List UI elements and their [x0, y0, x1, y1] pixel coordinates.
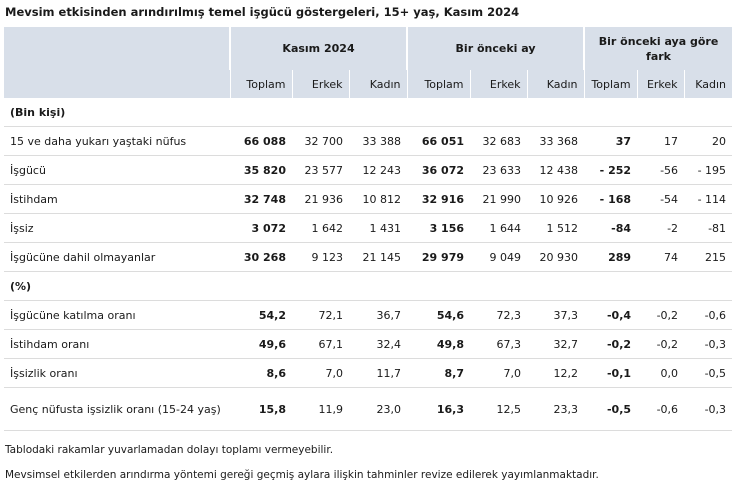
table-cell: -0,2	[637, 330, 684, 359]
empty-cell	[292, 98, 349, 127]
header-sub-male: Erkek	[292, 70, 349, 98]
empty-cell	[230, 98, 292, 127]
table-cell: 23,3	[527, 388, 584, 431]
table-cell: 49,6	[230, 330, 292, 359]
labor-indicators-table	[4, 27, 732, 431]
header-kasim-2024: Kasım 2024	[230, 27, 407, 70]
table-cell: 12,5	[470, 388, 527, 431]
table-cell: 32,7	[527, 330, 584, 359]
table-row	[4, 359, 732, 388]
row-label: İşgücü	[4, 156, 230, 185]
empty-cell	[527, 98, 584, 127]
table-cell: - 195	[684, 156, 732, 185]
table-cell: -0,5	[684, 359, 732, 388]
table-cell: -0,2	[637, 301, 684, 330]
table-cell: 10 926	[527, 185, 584, 214]
row-label: İşsizlik oranı	[4, 359, 230, 388]
table-cell: -81	[684, 214, 732, 243]
table-row	[4, 330, 732, 359]
table-cell: -0,2	[584, 330, 637, 359]
empty-cell	[527, 272, 584, 301]
table-cell: 54,2	[230, 301, 292, 330]
table-cell: 3 156	[407, 214, 470, 243]
table-cell: 23,0	[349, 388, 407, 431]
table-cell: 7,0	[292, 359, 349, 388]
empty-cell	[637, 272, 684, 301]
table-cell: -0,3	[684, 388, 732, 431]
table-cell: 12 438	[527, 156, 584, 185]
row-label: İşgücüne dahil olmayanlar	[4, 243, 230, 272]
header-group-row	[4, 27, 732, 70]
section-row	[4, 272, 732, 301]
table-cell: - 252	[584, 156, 637, 185]
table-cell: 289	[584, 243, 637, 272]
table-cell: 66 051	[407, 127, 470, 156]
empty-cell	[470, 98, 527, 127]
table-cell: 8,6	[230, 359, 292, 388]
header-sub-male: Erkek	[470, 70, 527, 98]
empty-cell	[684, 272, 732, 301]
empty-cell	[349, 272, 407, 301]
table-cell: 21 936	[292, 185, 349, 214]
header-sub-total: Toplam	[584, 70, 637, 98]
table-cell: 21 990	[470, 185, 527, 214]
table-cell: 35 820	[230, 156, 292, 185]
table-cell: 8,7	[407, 359, 470, 388]
table-cell: 215	[684, 243, 732, 272]
table-cell: 72,1	[292, 301, 349, 330]
empty-cell	[407, 272, 470, 301]
section-label: (%)	[4, 272, 230, 301]
table-cell: 15,8	[230, 388, 292, 431]
table-cell: 1 642	[292, 214, 349, 243]
empty-cell	[292, 272, 349, 301]
section-label: (Bin kişi)	[4, 98, 230, 127]
header-previous-month: Bir önceki ay	[407, 27, 584, 70]
table-cell: 67,3	[470, 330, 527, 359]
table-title: Mevsim etkisinden arındırılmış temel işgücü göstergeleri, 15+ yaş, Kasım 2024	[5, 5, 520, 19]
table-cell: 12 243	[349, 156, 407, 185]
table-cell: 33 388	[349, 127, 407, 156]
row-label: İstihdam	[4, 185, 230, 214]
table-cell: -56	[637, 156, 684, 185]
table-row	[4, 243, 732, 272]
table-row	[4, 301, 732, 330]
table-cell: 72,3	[470, 301, 527, 330]
empty-cell	[584, 98, 637, 127]
table-cell: 21 145	[349, 243, 407, 272]
table-cell: 11,9	[292, 388, 349, 431]
table-cell: -2	[637, 214, 684, 243]
footnote-rounding: Tablodaki rakamlar yuvarlamadan dolayı toplamı vermeyebilir.	[5, 444, 334, 456]
table-cell: 10 812	[349, 185, 407, 214]
table-cell: 32 748	[230, 185, 292, 214]
table-cell: 30 268	[230, 243, 292, 272]
table-body	[4, 98, 732, 431]
table-cell: 1 431	[349, 214, 407, 243]
header-sub-row	[4, 70, 732, 98]
table-cell: 29 979	[407, 243, 470, 272]
table-cell: - 114	[684, 185, 732, 214]
table-cell: 36,7	[349, 301, 407, 330]
header-difference: Bir önceki aya göre fark	[584, 27, 732, 70]
row-label: Genç nüfusta işsizlik oranı (15-24 yaş)	[4, 388, 230, 431]
header-sub-corner	[4, 70, 230, 98]
table-cell: 74	[637, 243, 684, 272]
table-cell: 23 633	[470, 156, 527, 185]
table-cell: 32 700	[292, 127, 349, 156]
table-cell: 54,6	[407, 301, 470, 330]
header-sub-total: Toplam	[407, 70, 470, 98]
table-cell: 33 368	[527, 127, 584, 156]
row-label: İşgücüne katılma oranı	[4, 301, 230, 330]
table-cell: 32,4	[349, 330, 407, 359]
table-cell: 37	[584, 127, 637, 156]
table-cell: -0,1	[584, 359, 637, 388]
table-cell: - 168	[584, 185, 637, 214]
table-cell: 67,1	[292, 330, 349, 359]
table-cell: 20 930	[527, 243, 584, 272]
header-corner	[4, 27, 230, 70]
empty-cell	[584, 272, 637, 301]
row-label: İşsiz	[4, 214, 230, 243]
table-cell: 23 577	[292, 156, 349, 185]
table-cell: 37,3	[527, 301, 584, 330]
table-cell: -0,5	[584, 388, 637, 431]
table-cell: 3 072	[230, 214, 292, 243]
table-cell: 7,0	[470, 359, 527, 388]
section-row	[4, 98, 732, 127]
table-cell: 20	[684, 127, 732, 156]
table-cell: 12,2	[527, 359, 584, 388]
header-sub-total: Toplam	[230, 70, 292, 98]
table-cell: 11,7	[349, 359, 407, 388]
table-row	[4, 388, 732, 431]
table-cell: 1 644	[470, 214, 527, 243]
footnote-seasonal-adjustment: Mevsimsel etkilerden arındırma yöntemi gereği geçmiş aylara ilişkin tahminler revize edilerek yayımlanmaktadır.	[5, 469, 599, 481]
table-cell: 16,3	[407, 388, 470, 431]
table-cell: -54	[637, 185, 684, 214]
empty-cell	[230, 272, 292, 301]
empty-cell	[470, 272, 527, 301]
table-cell: 32 683	[470, 127, 527, 156]
table-cell: 32 916	[407, 185, 470, 214]
row-label: 15 ve daha yukarı yaştaki nüfus	[4, 127, 230, 156]
empty-cell	[637, 98, 684, 127]
empty-cell	[349, 98, 407, 127]
table-row	[4, 185, 732, 214]
empty-cell	[407, 98, 470, 127]
table-cell: 36 072	[407, 156, 470, 185]
header-sub-male: Erkek	[637, 70, 684, 98]
table-cell: 17	[637, 127, 684, 156]
header-sub-female: Kadın	[527, 70, 584, 98]
table-cell: 9 123	[292, 243, 349, 272]
table-cell: 66 088	[230, 127, 292, 156]
table-cell: -0,4	[584, 301, 637, 330]
header-sub-female: Kadın	[684, 70, 732, 98]
table-cell: 49,8	[407, 330, 470, 359]
header-sub-female: Kadın	[349, 70, 407, 98]
table-cell: 9 049	[470, 243, 527, 272]
table-cell: -0,3	[684, 330, 732, 359]
table-cell: 1 512	[527, 214, 584, 243]
row-label: İstihdam oranı	[4, 330, 230, 359]
table-cell: -0,6	[637, 388, 684, 431]
table-cell: -0,6	[684, 301, 732, 330]
table-row	[4, 156, 732, 185]
table-cell: 0,0	[637, 359, 684, 388]
table-cell: -84	[584, 214, 637, 243]
empty-cell	[684, 98, 732, 127]
table-row	[4, 127, 732, 156]
table-row	[4, 214, 732, 243]
